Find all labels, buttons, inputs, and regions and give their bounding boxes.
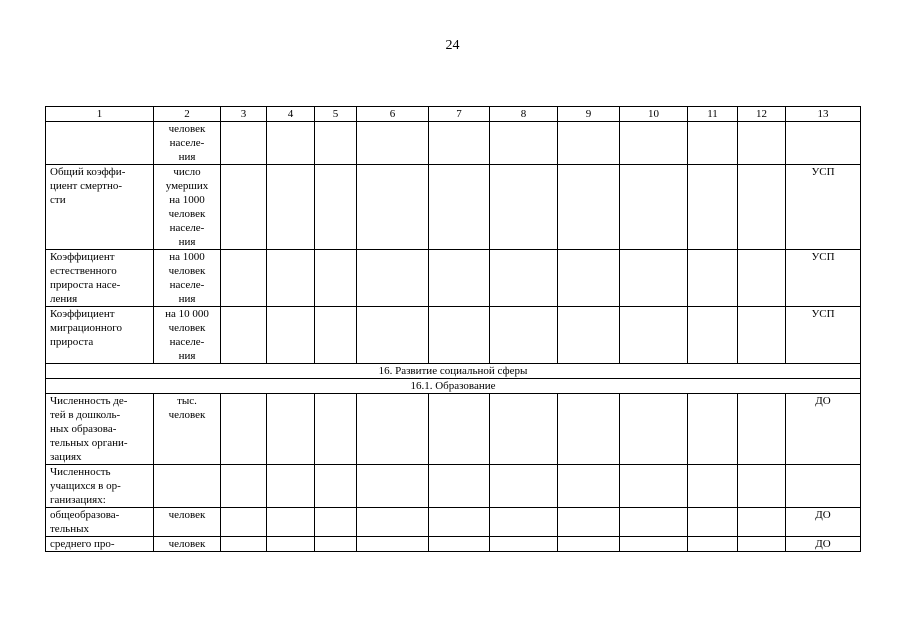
empty-cell [357, 537, 429, 552]
section-title: 16. Развитие социальной сферы [46, 364, 861, 379]
indicator-cell: Численность де- тей в дошколь- ных образова- тельных органи- зациях [46, 394, 154, 465]
empty-cell [558, 537, 620, 552]
empty-cell [558, 165, 620, 250]
unit-cell: человек [154, 537, 221, 552]
empty-cell [688, 122, 738, 165]
table-row [46, 122, 861, 165]
empty-cell [738, 250, 786, 307]
table-row [46, 508, 861, 537]
empty-cell [357, 307, 429, 364]
empty-cell [429, 307, 490, 364]
empty-cell [738, 394, 786, 465]
column-number: 7 [429, 107, 490, 122]
indicator-cell: Численность учащихся в ор- ганизациях: [46, 465, 154, 508]
empty-cell [558, 508, 620, 537]
empty-cell [688, 465, 738, 508]
indicator-cell: Коэффициент естественного прироста насе- ления [46, 250, 154, 307]
empty-cell [558, 122, 620, 165]
empty-cell [267, 165, 315, 250]
empty-cell [429, 394, 490, 465]
empty-cell [221, 250, 267, 307]
column-number: 12 [738, 107, 786, 122]
empty-cell [738, 508, 786, 537]
empty-cell [688, 307, 738, 364]
column-number-row [46, 107, 861, 122]
empty-cell [738, 465, 786, 508]
empty-cell [688, 165, 738, 250]
empty-cell [490, 307, 558, 364]
table-body-1 [46, 122, 861, 364]
page-number: 24 [445, 38, 460, 53]
empty-cell [620, 394, 688, 465]
empty-cell [221, 122, 267, 165]
empty-cell [490, 508, 558, 537]
subsection-heading-row [46, 379, 861, 394]
source-cell [786, 122, 861, 165]
table-body-2 [46, 394, 861, 552]
empty-cell [267, 122, 315, 165]
empty-cell [620, 165, 688, 250]
empty-cell [267, 508, 315, 537]
empty-cell [429, 465, 490, 508]
empty-cell [267, 307, 315, 364]
unit-cell: человек населе- ния [154, 122, 221, 165]
empty-cell [357, 250, 429, 307]
empty-cell [558, 465, 620, 508]
empty-cell [490, 165, 558, 250]
table-row [46, 537, 861, 552]
empty-cell [688, 250, 738, 307]
table-row [46, 394, 861, 465]
empty-cell [429, 122, 490, 165]
source-cell: УСП [786, 250, 861, 307]
indicators-table [45, 106, 861, 552]
column-number: 11 [688, 107, 738, 122]
empty-cell [221, 165, 267, 250]
empty-cell [429, 165, 490, 250]
unit-cell: число умерших на 1000 человек населе- ния [154, 165, 221, 250]
empty-cell [357, 465, 429, 508]
column-number: 4 [267, 107, 315, 122]
column-number: 9 [558, 107, 620, 122]
empty-cell [267, 250, 315, 307]
empty-cell [221, 465, 267, 508]
table-row [46, 250, 861, 307]
table-row [46, 165, 861, 250]
empty-cell [688, 394, 738, 465]
empty-cell [267, 465, 315, 508]
table-row [46, 307, 861, 364]
empty-cell [620, 307, 688, 364]
empty-cell [357, 165, 429, 250]
section-heading-row [46, 364, 861, 379]
empty-cell [267, 394, 315, 465]
empty-cell [315, 165, 357, 250]
unit-cell: человек [154, 508, 221, 537]
empty-cell [490, 250, 558, 307]
empty-cell [620, 250, 688, 307]
empty-cell [315, 394, 357, 465]
empty-cell [221, 307, 267, 364]
source-cell: УСП [786, 307, 861, 364]
column-number: 6 [357, 107, 429, 122]
unit-cell: на 10 000 человек населе- ния [154, 307, 221, 364]
empty-cell [490, 537, 558, 552]
empty-cell [315, 508, 357, 537]
source-cell: УСП [786, 165, 861, 250]
empty-cell [620, 122, 688, 165]
indicator-cell: Коэффициент миграционного прироста [46, 307, 154, 364]
empty-cell [490, 122, 558, 165]
column-number: 2 [154, 107, 221, 122]
unit-cell [154, 465, 221, 508]
empty-cell [738, 307, 786, 364]
empty-cell [620, 537, 688, 552]
empty-cell [738, 537, 786, 552]
empty-cell [429, 250, 490, 307]
indicator-cell [46, 122, 154, 165]
unit-cell: тыс. человек [154, 394, 221, 465]
empty-cell [221, 537, 267, 552]
unit-cell: на 1000 человек населе- ния [154, 250, 221, 307]
empty-cell [620, 508, 688, 537]
empty-cell [490, 394, 558, 465]
subsection-title: 16.1. Образование [46, 379, 861, 394]
source-cell [786, 465, 861, 508]
empty-cell [558, 307, 620, 364]
source-cell: ДО [786, 508, 861, 537]
column-number: 8 [490, 107, 558, 122]
empty-cell [315, 250, 357, 307]
column-number: 3 [221, 107, 267, 122]
empty-cell [357, 508, 429, 537]
indicator-cell: среднего про- [46, 537, 154, 552]
empty-cell [688, 537, 738, 552]
empty-cell [429, 537, 490, 552]
column-number: 13 [786, 107, 861, 122]
empty-cell [315, 122, 357, 165]
column-number: 1 [46, 107, 154, 122]
column-number: 5 [315, 107, 357, 122]
empty-cell [315, 537, 357, 552]
empty-cell [429, 508, 490, 537]
empty-cell [267, 537, 315, 552]
empty-cell [558, 394, 620, 465]
empty-cell [738, 165, 786, 250]
empty-cell [357, 122, 429, 165]
empty-cell [688, 508, 738, 537]
empty-cell [221, 508, 267, 537]
indicator-cell: общеобразова- тельных [46, 508, 154, 537]
empty-cell [738, 122, 786, 165]
empty-cell [315, 307, 357, 364]
empty-cell [357, 394, 429, 465]
empty-cell [490, 465, 558, 508]
source-cell: ДО [786, 394, 861, 465]
column-number: 10 [620, 107, 688, 122]
empty-cell [315, 465, 357, 508]
source-cell: ДО [786, 537, 861, 552]
empty-cell [620, 465, 688, 508]
table-row [46, 465, 861, 508]
indicator-cell: Общий коэффи- циент смертно- сти [46, 165, 154, 250]
empty-cell [558, 250, 620, 307]
empty-cell [221, 394, 267, 465]
